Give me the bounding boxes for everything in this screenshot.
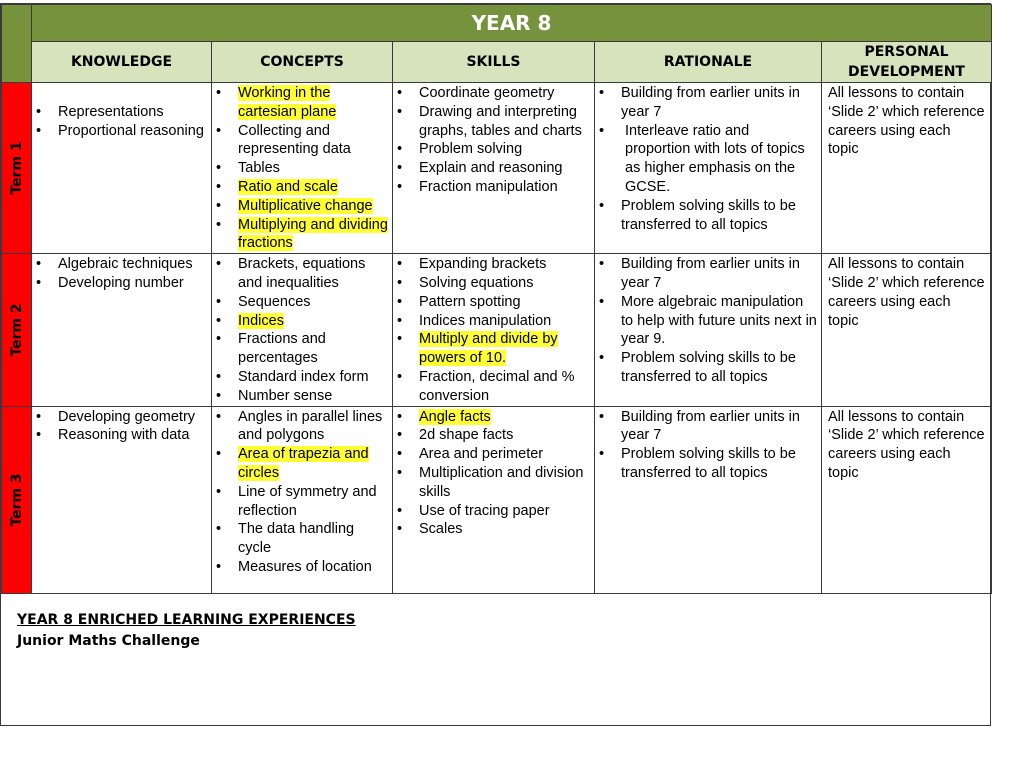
column-header-personal-development: PERSONAL DEVELOPMENT (822, 42, 992, 83)
personal-development-text: All lessons to contain ‘Slide 2’ which reference careers using each topic (828, 408, 985, 481)
skill-item: • Fraction manipulation (397, 178, 590, 197)
enriched-learning-item: Junior Maths Challenge (17, 633, 200, 649)
skill-item (397, 520, 590, 539)
concepts-cell (212, 83, 393, 254)
knowledge-cell (32, 406, 212, 593)
concept-text: Ratio and scale (238, 178, 338, 195)
rationale-item: • Interleave ratio and proportion with lots of topics as higher emphasis on the GCSE. (599, 122, 817, 197)
concept-item (216, 445, 388, 483)
rationale-cell (595, 254, 822, 406)
skill-text: Use of tracing paper (419, 502, 550, 519)
concept-text: The data handling cycle (238, 521, 355, 557)
knowledge-item: • Proportional reasoning (36, 122, 207, 141)
personal-development-text: All lessons to contain ‘Slide 2’ which reference careers using each topic (828, 256, 985, 329)
concept-item (216, 216, 388, 254)
skills-list (393, 254, 594, 405)
concept-text: Sequences (238, 293, 311, 310)
concept-text: Collecting and representing data (238, 122, 351, 158)
rationale-list (595, 83, 821, 234)
knowledge-list (32, 83, 211, 141)
rationale-item: • Building from earlier units in year 7 (599, 84, 817, 122)
knowledge-item: • Algebraic techniques (36, 255, 207, 274)
concept-text: Multiplicative change (238, 197, 373, 214)
column-header-knowledge: KNOWLEDGE (32, 42, 212, 83)
skill-text: Solving equations (419, 274, 534, 291)
concept-item (216, 558, 388, 577)
knowledge-item: • Developing geometry (36, 408, 207, 427)
knowledge-item: • Developing number (36, 274, 207, 293)
knowledge-item: • Reasoning with data (36, 426, 207, 445)
concept-item (216, 197, 388, 216)
column-header-skills: SKILLS (393, 42, 595, 83)
concept-item (216, 178, 388, 197)
skills-cell (393, 254, 595, 406)
concept-text: Indices (238, 312, 284, 329)
concepts-list (212, 407, 392, 577)
rationale-list (595, 407, 821, 483)
curriculum-plan (0, 3, 991, 726)
personal-development-text: All lessons to contain ‘Slide 2’ which reference careers using each topic (828, 85, 985, 158)
skill-item (397, 330, 590, 368)
skill-text: Angle facts (419, 408, 491, 425)
personal-development-cell (822, 83, 992, 254)
rationale-item: • Building from earlier units in year 7 (599, 408, 817, 446)
knowledge-cell (32, 254, 212, 406)
knowledge-item: • Representations (36, 103, 207, 122)
knowledge-list (32, 407, 211, 446)
concept-text: Area of trapezia and circles (238, 446, 369, 481)
rationale-item: • Problem solving skills to be transferred to all topics (599, 349, 817, 387)
skill-item (397, 464, 590, 502)
concept-text: Line of symmetry and reflection (238, 483, 377, 519)
concept-item (216, 122, 388, 160)
skill-text: Pattern spotting (419, 293, 521, 310)
personal-development-cell (822, 254, 992, 406)
skill-item (397, 312, 590, 331)
concept-text: Measures of location (238, 558, 372, 575)
skill-text: Indices manipulation (419, 312, 552, 329)
concepts-list (212, 254, 392, 405)
rationale-list (595, 254, 821, 387)
skill-text: 2d shape facts (419, 427, 514, 444)
knowledge-cell (32, 83, 212, 254)
skill-item (397, 445, 590, 464)
curriculum-table (1, 4, 992, 594)
skill-text: Multiply and divide by powers of 10. (419, 331, 558, 367)
skill-item (397, 274, 590, 293)
skills-cell (393, 406, 595, 593)
column-header-row (2, 42, 992, 83)
concept-text: Angles in parallel lines and polygons (238, 408, 383, 444)
skill-item: • Coordinate geometry (397, 84, 590, 103)
term-row (2, 406, 992, 593)
term-row (2, 254, 992, 406)
concept-text: Tables (238, 160, 280, 177)
skills-cell (393, 83, 595, 254)
skill-item: • Explain and reasoning (397, 159, 590, 178)
concept-text: Number sense (238, 387, 333, 404)
skills-list (393, 407, 594, 540)
term-row (2, 83, 992, 254)
concept-text: Working in the cartesian plane (238, 85, 337, 120)
concept-item (216, 255, 388, 293)
concept-text: Standard index form (238, 368, 369, 385)
concept-text: Brackets, equations and inequalities (238, 256, 366, 291)
rationale-item: • More algebraic manipulation to help with future units next in year 9. (599, 293, 817, 349)
concept-item (216, 84, 388, 122)
concept-text: Fractions and percentages (238, 331, 326, 367)
concepts-cell (212, 254, 393, 406)
knowledge-list (32, 254, 211, 293)
term-label: Term 3 (8, 472, 25, 527)
concept-item (216, 330, 388, 368)
rationale-cell (595, 406, 822, 593)
enriched-learning-section (17, 610, 356, 652)
concept-item (216, 520, 388, 558)
rationale-cell (595, 83, 822, 254)
term-label-cell (2, 406, 32, 593)
concept-item (216, 293, 388, 312)
skill-text: Scales (419, 521, 463, 538)
term-label: Term 2 (8, 303, 25, 357)
concept-item (216, 408, 388, 446)
concept-item (216, 159, 388, 178)
skill-item (397, 408, 590, 427)
skill-item (397, 502, 590, 521)
skill-item (397, 426, 590, 445)
concept-text: Multiplying and dividing fractions (238, 216, 388, 252)
term-label: Term 1 (8, 141, 25, 195)
skill-item: • Problem solving (397, 140, 590, 159)
concepts-cell (212, 406, 393, 593)
skill-text: Expanding brackets (419, 256, 547, 273)
skills-list (393, 83, 594, 197)
skill-item: • Drawing and interpreting graphs, tables and charts (397, 103, 590, 141)
concepts-list (212, 83, 392, 253)
term-label-cell (2, 83, 32, 254)
year-title: YEAR 8 (32, 5, 992, 42)
header-corner (2, 5, 32, 83)
column-header-concepts: CONCEPTS (212, 42, 393, 83)
column-header-rationale: RATIONALE (595, 42, 822, 83)
skill-item (397, 368, 590, 406)
rationale-item: • Building from earlier units in year 7 (599, 255, 817, 293)
rationale-item: • Problem solving skills to be transferred to all topics (599, 197, 817, 235)
skill-item (397, 255, 590, 274)
personal-development-cell (822, 406, 992, 593)
term-label-cell (2, 254, 32, 406)
skill-text: Area and perimeter (419, 446, 544, 463)
concept-item (216, 387, 388, 406)
concept-item (216, 483, 388, 521)
concept-item (216, 312, 388, 331)
enriched-learning-heading: YEAR 8 ENRICHED LEARNING EXPERIENCES (17, 612, 356, 628)
skill-text: Fraction, decimal and % conversion (419, 368, 575, 404)
concept-item (216, 368, 388, 387)
skill-item (397, 293, 590, 312)
skill-text: Multiplication and division skills (419, 464, 584, 500)
rationale-item: • Problem solving skills to be transferred to all topics (599, 445, 817, 483)
